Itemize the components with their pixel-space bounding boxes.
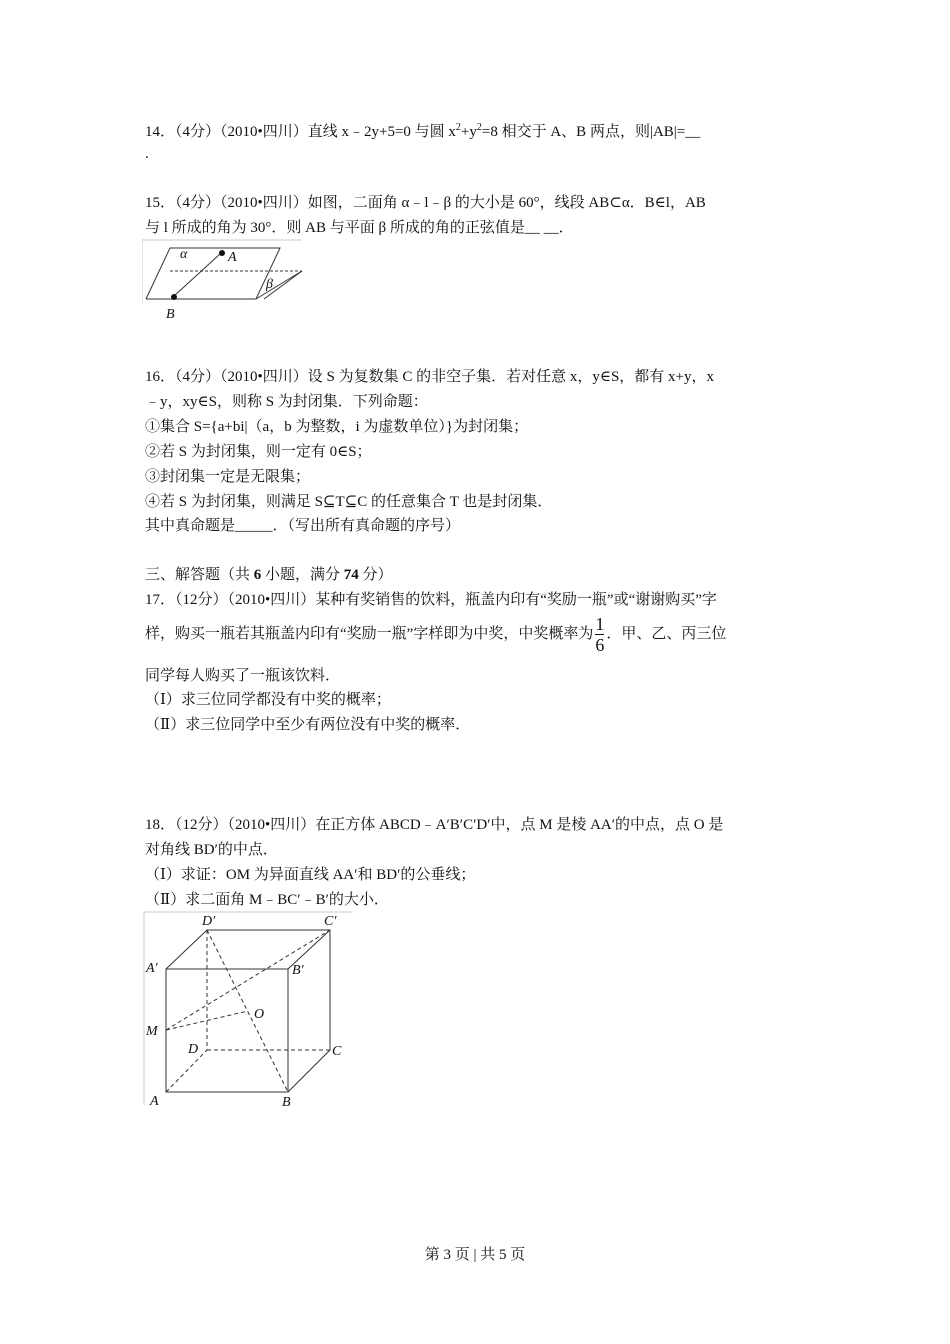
q17-line3: 同学每人购买了一瓶该饮料． [145, 668, 341, 684]
q15-line2: 与 l 所成的角为 30°．则 AB 与平面 β 所成的角的正弦值是__ __． [145, 220, 574, 236]
q16-line: ①集合 S={a+bi|（a，b 为整数，i 为虚数单位）}为封闭集； [145, 419, 529, 435]
page-footer: 第 3 页 | 共 5 页 [424, 1247, 526, 1263]
svg-text:A′: A′ [146, 961, 158, 976]
section-heading: 三、解答题（共 6 小题，满分 74 分） [145, 567, 393, 583]
q16-line: ④若 S 为封闭集，则满足 S⊆T⊆C 的任意集合 T 也是封闭集． [145, 494, 553, 510]
cube-figure [142, 910, 357, 1110]
q16-line: ③封闭集一定是无限集； [145, 469, 311, 485]
svg-text:M: M [146, 1024, 158, 1039]
fraction: $\frac{1}{6}$ [595, 614, 605, 655]
svg-text:A: A [150, 1094, 159, 1109]
svg-text:B: B [282, 1095, 291, 1110]
q17-line1: 17．（12分）（2010•四川）某种有奖销售的饮料，瓶盖内印有“奖励一瓶”或“谢谢购买”字 [145, 592, 717, 608]
svg-text:D: D [188, 1042, 199, 1057]
q16-line: ﹣y，xy∈S，则称 S 为封闭集．下列命题： [145, 394, 428, 410]
q14-line1: 14．（4分）（2010•四川）直线 x﹣2y+5=0 与圆 $x^2+y^2=8$ 相交于 A、B 两点，则|AB|=__ [145, 122, 701, 140]
dihedral-angle-figure [142, 238, 307, 328]
svg-text:α: α [180, 247, 188, 262]
svg-text:C: C [332, 1044, 342, 1059]
svg-text:β: β [266, 277, 273, 292]
q18-line: 18．（12分）（2010•四川）在正方体 ABCD﹣A′B′C′D′中，点 M 是棱 AA′的中点，点 O 是 [145, 817, 724, 833]
svg-text:D′: D′ [202, 914, 216, 929]
q16-line: ②若 S 为封闭集，则一定有 0∈S； [145, 444, 372, 460]
q16-line: 16．（4分）（2010•四川）设 S 为复数集 C 的非空子集．若对任意 x，y∈S，都有 x+y，x [145, 369, 715, 385]
svg-text:C′: C′ [324, 914, 337, 929]
q16-line: 其中真命题是_____．（写出所有真命题的序号） [145, 518, 461, 534]
q18-line: （Ⅰ）求证：OM 为异面直线 AA′和 BD′的公垂线； [145, 867, 476, 883]
q18-line: （Ⅱ）求二面角 M﹣BC′﹣B′的大小． [145, 892, 389, 908]
svg-text:A: A [228, 250, 237, 265]
svg-text:B′: B′ [292, 963, 304, 978]
svg-text:B: B [166, 307, 175, 322]
q17-line5: （Ⅱ）求三位同学中至少有两位没有中奖的概率． [145, 717, 471, 733]
q15-line1: 15．（4分）（2010•四川）如图，二面角 α﹣l﹣β 的大小是 60°，线段 AB⊂α．B∈l，AB [145, 195, 706, 211]
q18-line: 对角线 BD′的中点． [145, 842, 278, 858]
svg-text:O: O [254, 1007, 265, 1022]
q17-line2: 样，购买一瓶若其瓶盖内印有“奖励一瓶”字样即为中奖，中奖概率为 $\frac{1}{6}$ ．甲、乙、丙三位 [145, 614, 727, 655]
q14-line2: . [145, 146, 149, 162]
q17-line4: （Ⅰ）求三位同学都没有中奖的概率； [145, 692, 391, 708]
